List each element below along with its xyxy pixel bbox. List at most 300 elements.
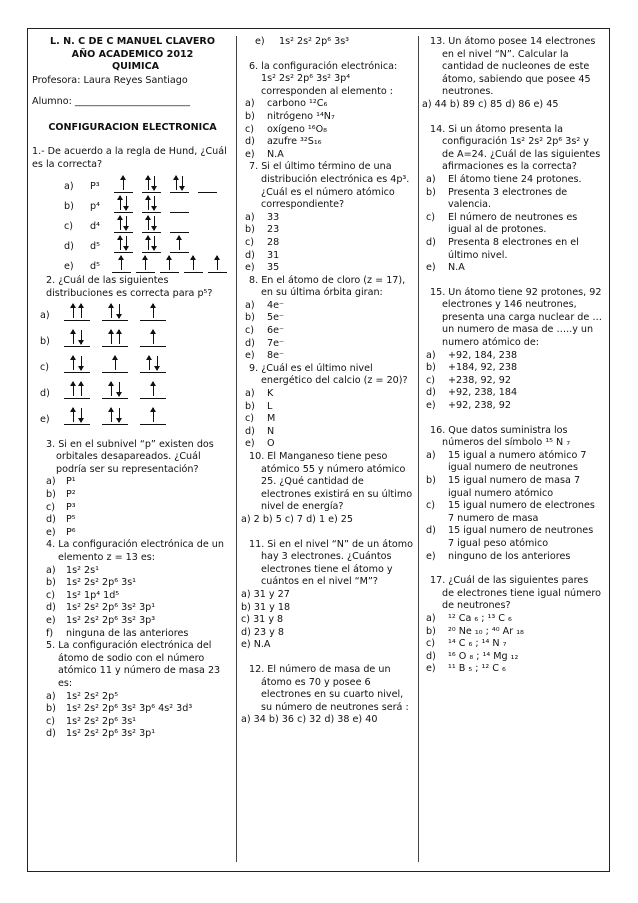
option-text: 1s² 2s² 2p⁶ 3s² 3p³ xyxy=(66,614,156,626)
question-6 xyxy=(241,61,415,162)
up-arrow-icon xyxy=(73,382,74,396)
orbital-slot xyxy=(114,195,133,213)
option-label: c) xyxy=(245,325,255,337)
option-label: e) xyxy=(245,350,255,362)
student-field: Alumno: ________________________ xyxy=(32,96,191,108)
option-text: ¹¹ B ₅ ; ¹² C ₆ xyxy=(448,663,506,675)
option-text: 1s² 2s² 2p⁶ 3s² 3p⁶ 4s² 3d³ xyxy=(66,703,193,715)
option-text: K xyxy=(267,388,274,400)
down-arrow-icon xyxy=(81,330,82,344)
option-item xyxy=(422,362,602,375)
option-label: a) xyxy=(426,349,436,361)
option-item xyxy=(422,262,602,275)
option-item xyxy=(422,350,602,363)
question-4 xyxy=(32,539,233,640)
option-item xyxy=(422,187,602,212)
option-text: 28 xyxy=(267,236,280,248)
orbital-slot xyxy=(160,255,179,273)
option-label: b) xyxy=(64,201,74,213)
question-1 xyxy=(32,146,233,275)
option-text: P³ xyxy=(66,501,76,513)
option-label: c) xyxy=(64,221,74,233)
option-label: b) xyxy=(46,577,56,589)
orbital-slot xyxy=(136,255,155,273)
option-label: a) xyxy=(245,299,255,311)
up-arrow-icon xyxy=(121,256,122,270)
question-15 xyxy=(422,287,602,413)
option-text: P¹ xyxy=(66,476,76,488)
down-arrow-icon xyxy=(119,408,120,422)
orbital-option xyxy=(36,353,233,379)
option-text: +92, 238, 92 xyxy=(448,400,511,412)
option-item xyxy=(422,375,602,388)
option-item xyxy=(422,400,602,413)
up-arrow-icon xyxy=(73,408,74,422)
orbital-option xyxy=(32,235,233,255)
orbital-option xyxy=(36,301,233,327)
option-label: f) xyxy=(46,627,54,639)
down-arrow-icon xyxy=(157,356,158,370)
option-text: +238, 92, 92 xyxy=(448,374,511,386)
option-item xyxy=(241,149,415,162)
option-list xyxy=(46,565,233,641)
option-list xyxy=(46,691,233,741)
option-item xyxy=(241,136,415,149)
option-text: P⁶ xyxy=(66,526,76,538)
option-label: e) xyxy=(40,413,50,425)
option-label: c) xyxy=(46,715,56,727)
option-text: ¹⁶ O ₈ ; ¹⁴ Mg ₁₂ xyxy=(448,650,519,662)
option-item xyxy=(241,111,415,124)
down-arrow-icon xyxy=(154,176,155,190)
down-arrow-icon xyxy=(126,216,127,230)
option-label: b) xyxy=(245,110,255,122)
option-label: d) xyxy=(46,728,56,740)
option-item xyxy=(46,514,233,527)
question-stem: 3. Si en el subnivel “p” existen dos orbitales desapareados. ¿Cuál podría ser su representación? xyxy=(46,438,214,475)
option-label: a) xyxy=(426,449,436,461)
orbital-slot xyxy=(142,215,161,233)
option-text: 1s² 2s¹ xyxy=(66,564,99,576)
up-arrow-icon xyxy=(153,382,154,396)
orbital-slot xyxy=(170,175,189,193)
option-text: d⁵ xyxy=(90,241,100,253)
option-text: N.A xyxy=(448,262,465,274)
option-item xyxy=(46,691,233,704)
option-label: c) xyxy=(46,589,56,601)
option-text: +92, 238, 184 xyxy=(448,387,518,399)
down-arrow-icon xyxy=(81,356,82,370)
question-8 xyxy=(241,275,415,363)
down-arrow-icon xyxy=(154,236,155,250)
answer-row: a) 34 b) 36 c) 32 d) 38 e) 40 xyxy=(241,714,378,726)
option-text: d⁴ xyxy=(90,221,100,233)
option-label: a) xyxy=(426,173,436,185)
up-arrow-icon xyxy=(123,176,124,190)
down-arrow-icon xyxy=(126,236,127,250)
option-item xyxy=(241,250,415,263)
option-item xyxy=(422,475,602,500)
orbital-option xyxy=(32,255,233,275)
up-arrow-icon xyxy=(73,356,74,370)
up-arrow-icon xyxy=(217,256,218,270)
column-1 xyxy=(32,36,233,741)
option-text: 15 igual numero de neutrones 7 igual peso atómico xyxy=(448,525,594,549)
option-text: ¹⁴ C ₆ ; ¹⁴ N ₇ xyxy=(448,638,507,650)
option-text: El átomo tiene 24 protones. xyxy=(448,173,582,185)
option-item xyxy=(422,450,602,475)
orbital-slot xyxy=(140,329,166,347)
option-item xyxy=(46,577,233,590)
answer-row: a) 2 b) 5 c) 7 d) 1 e) 25 xyxy=(241,513,354,525)
question-5 xyxy=(32,640,233,741)
option-label: d) xyxy=(426,387,436,399)
orbital-slot xyxy=(142,235,161,253)
option-item xyxy=(241,401,415,414)
question-stem: 2. ¿Cuál de las siguientes distribuciones es correcta para p⁵? xyxy=(46,275,213,300)
option-item xyxy=(241,300,415,313)
option-item xyxy=(241,325,415,338)
option-text: 5e⁻ xyxy=(267,312,285,324)
option-item xyxy=(241,262,415,275)
orbital-slot xyxy=(208,255,227,273)
up-arrow-icon xyxy=(111,408,112,422)
option-item xyxy=(422,663,602,676)
option-text: 15 igual a numero atómico 7 igual numero de neutrones xyxy=(448,449,587,474)
option-text: P³ xyxy=(90,181,100,193)
option-item xyxy=(422,387,602,400)
up-arrow-icon xyxy=(148,216,149,230)
option-text: ninguna de las anteriores xyxy=(66,627,189,639)
teacher-name: Profesora: Laura Reyes Santiago xyxy=(32,74,188,86)
option-text: carbono ¹²C₆ xyxy=(267,98,328,110)
orbital-slot xyxy=(64,381,90,399)
option-text: P² xyxy=(66,489,76,501)
option-label: b) xyxy=(426,475,436,486)
orbital-option xyxy=(32,175,233,195)
orbital-slot xyxy=(64,303,90,321)
option-label: e) xyxy=(426,262,436,274)
option-list xyxy=(241,300,415,363)
option-item: c) 31 y 8 xyxy=(241,614,284,626)
option-item xyxy=(241,124,415,137)
school-header xyxy=(32,36,233,74)
down-arrow-icon xyxy=(182,176,183,190)
orbital-options xyxy=(36,301,233,431)
option-item xyxy=(46,489,233,502)
option-item xyxy=(241,426,415,439)
column-3 xyxy=(422,36,602,676)
option-text: P⁵ xyxy=(66,514,76,526)
up-arrow-icon xyxy=(153,408,154,422)
option-item xyxy=(46,703,233,716)
question-stem: 7. Si el último término de una distribución electrónica es 4p³. ¿Cuál es el número atómico correspondiente? xyxy=(249,161,410,211)
up-arrow-icon xyxy=(176,176,177,190)
question-stem: 4. La configuración electrónica de un elemento z = 13 es: xyxy=(46,539,224,563)
option-label: d) xyxy=(245,136,255,148)
option-list xyxy=(241,98,415,161)
option-text: El número de neutrones es igual al de protones. xyxy=(448,211,578,236)
option-text: 1s² 2s² 2p⁶ 3s² 3p¹ xyxy=(66,728,156,740)
question-11 xyxy=(241,539,415,652)
option-list xyxy=(241,212,415,275)
option-item xyxy=(422,638,602,651)
school-name: L. N. C DE C MANUEL CLAVERO xyxy=(50,36,215,47)
up-arrow-icon xyxy=(153,330,154,344)
option-label: b) xyxy=(426,186,436,198)
up-arrow-icon xyxy=(148,176,149,190)
question-stem: 6. la configuración electrónica: 1s² 2s² 2p⁶ 3s² 3p⁴ corresponden al elemento : xyxy=(249,60,398,97)
option-item xyxy=(46,527,233,540)
option-text: 1s² 1p⁴ 1d⁵ xyxy=(66,589,120,601)
option-text: 1s² 2s² 2p⁶ 3s² 3p¹ xyxy=(66,602,156,614)
section-title: CONFIGURACION ELECTRONICA xyxy=(48,121,217,133)
up-arrow-icon xyxy=(111,304,112,318)
option-label: c) xyxy=(245,236,255,248)
option-text: azufre ³²S₁₆ xyxy=(267,136,322,148)
option-item xyxy=(422,525,602,550)
option-label: d) xyxy=(64,241,74,253)
up-arrow-icon xyxy=(111,382,112,396)
up-arrow-icon xyxy=(148,236,149,250)
option-text: 1s² 2s² 2p⁶ 3s³ xyxy=(279,36,350,47)
option-label: e) xyxy=(426,400,436,412)
option-item xyxy=(241,388,415,401)
up-arrow-icon xyxy=(120,236,121,250)
option-label: a) xyxy=(46,564,56,576)
question-2 xyxy=(32,275,233,430)
option-label: c) xyxy=(245,123,255,135)
option-text: +92, 184, 238 xyxy=(448,349,518,361)
orbital-option xyxy=(32,215,233,235)
up-arrow-icon xyxy=(73,330,74,344)
orbital-slot xyxy=(184,255,203,273)
orbital-slot xyxy=(102,355,128,373)
option-label: c) xyxy=(40,361,50,373)
orbital-options xyxy=(32,175,233,275)
option-text: nitrógeno ¹⁴N₇ xyxy=(267,110,335,122)
column-divider xyxy=(236,36,237,862)
option-text: 33 xyxy=(267,211,280,223)
option-text: L xyxy=(267,400,273,412)
option-label: b) xyxy=(245,312,255,324)
option-text: 1s² 2s² 2p⁵ xyxy=(66,690,119,702)
question-stem: 12. El número de masa de un átomo es 70 y posee 6 electrones en su cuarto nivel, su número de neutrones será : xyxy=(249,663,409,713)
down-arrow-icon xyxy=(126,196,127,210)
option-item xyxy=(241,413,415,426)
option-list xyxy=(422,450,602,563)
orbital-slot xyxy=(112,255,131,273)
option-label: b) xyxy=(46,489,56,501)
option-label: d) xyxy=(245,249,255,261)
option-text: +184, 92, 238 xyxy=(448,362,518,374)
option-label: e) xyxy=(255,36,265,47)
option-text: 15 igual numero de masa 7 igual numero atómico xyxy=(448,475,581,499)
orbital-slot xyxy=(140,355,166,373)
orbital-option xyxy=(36,379,233,405)
option-label: d) xyxy=(40,387,50,399)
orbital-slot xyxy=(102,329,128,347)
option-label: c) xyxy=(46,501,56,513)
option-item xyxy=(422,212,602,237)
option-label: a) xyxy=(245,98,255,110)
option-item: e) N.A xyxy=(241,639,271,651)
option-item xyxy=(241,350,415,363)
option-list xyxy=(422,174,602,275)
option-text: Presenta 3 electrones de valencia. xyxy=(448,186,568,211)
option-item xyxy=(422,626,602,639)
question-9 xyxy=(241,363,415,451)
option-label: a) xyxy=(46,476,56,488)
question-stem: 11. Si en el nivel “N” de un átomo hay 3 electrones. ¿Cuántos electrones tiene el átomo y cuántos en el nivel “M”? xyxy=(249,538,413,588)
option-item xyxy=(422,174,602,187)
option-text: 1s² 2s² 2p⁶ 3s¹ xyxy=(66,577,137,589)
option-label: e) xyxy=(426,663,436,675)
up-arrow-icon xyxy=(193,256,194,270)
option-item: d) 23 y 8 xyxy=(241,626,284,638)
up-arrow-icon xyxy=(148,196,149,210)
option-label: c) xyxy=(426,500,436,512)
column-divider xyxy=(418,36,419,862)
option-item xyxy=(241,212,415,225)
question-17 xyxy=(422,575,602,676)
orbital-slot xyxy=(140,407,166,425)
orbital-option xyxy=(36,405,233,431)
option-item xyxy=(46,728,233,741)
question-13 xyxy=(422,36,602,112)
orbital-slot xyxy=(140,381,166,399)
option-text: d⁵ xyxy=(90,261,100,273)
option-label: e) xyxy=(245,148,255,160)
option-label: d) xyxy=(46,514,56,526)
question-7 xyxy=(241,161,415,274)
option-label: e) xyxy=(426,550,436,562)
question-stem: 5. La configuración electrónica del átomo de sodio con el número atómico 11 y número de masa 23 es: xyxy=(46,640,221,689)
orbital-slot xyxy=(114,215,133,233)
orbital-slot xyxy=(114,235,133,253)
option-item xyxy=(422,651,602,664)
question-stem: 16. Que datos suministra los números del símbolo ¹⁵ N ₇ xyxy=(430,424,571,449)
orbital-slot xyxy=(64,407,90,425)
option-list xyxy=(422,613,602,676)
option-label: c) xyxy=(426,374,436,386)
option-label: b) xyxy=(426,362,436,374)
up-arrow-icon xyxy=(145,256,146,270)
question-12 xyxy=(241,664,415,727)
orbital-slot xyxy=(142,175,161,193)
option-label: a) xyxy=(46,690,56,702)
option-text: 8e⁻ xyxy=(267,350,285,362)
option-label: a) xyxy=(245,211,255,223)
option-item xyxy=(46,615,233,628)
option-label: b) xyxy=(40,335,50,347)
option-item xyxy=(422,613,602,626)
orbital-option xyxy=(32,195,233,215)
up-arrow-icon xyxy=(81,304,82,318)
option-label: b) xyxy=(46,703,56,715)
orbital-slot xyxy=(170,235,189,253)
orbital-slot xyxy=(102,381,128,399)
question-stem: 13. Un átomo posee 14 electrones en el nivel “N”. Calcular la cantidad de nucleones de este átomo, sabiendo que posee 45 neutrones. xyxy=(430,36,596,98)
option-label: e) xyxy=(46,614,56,626)
question-stem: 17. ¿Cuál de las siguientes pares de electrones tiene igual número de neutrones? xyxy=(430,575,601,612)
orbital-slot xyxy=(114,175,133,193)
question-3 xyxy=(32,439,233,540)
option-item xyxy=(422,237,602,262)
question-stem: 9. ¿Cuál es el último nivel energético del calcio (z = 20)? xyxy=(249,362,408,387)
option-item xyxy=(46,628,233,641)
option-text: N.A xyxy=(267,148,284,160)
option-label: b) xyxy=(245,224,255,236)
up-arrow-icon xyxy=(115,356,116,370)
option-item xyxy=(241,36,415,49)
option-label: c) xyxy=(426,638,436,650)
option-text: ninguno de los anteriores xyxy=(448,550,571,562)
orbital-slot xyxy=(170,215,189,233)
option-text: 23 xyxy=(267,224,280,236)
option-text: oxígeno ¹⁶O₈ xyxy=(267,123,327,135)
option-item xyxy=(46,716,233,729)
option-item xyxy=(422,551,602,564)
question-10 xyxy=(241,451,415,527)
option-list xyxy=(241,388,415,451)
option-label: d) xyxy=(46,602,56,614)
option-text: 7e⁻ xyxy=(267,337,285,349)
option-item xyxy=(241,338,415,351)
option-item xyxy=(46,565,233,578)
question-stem: 14. Si un átomo presenta la configuración 1s² 2s² 2p⁶ 3s² y de A=24. ¿Cuál de las siguientes afirmaciones es la correcta? xyxy=(430,123,601,173)
option-label: a) xyxy=(40,309,50,321)
orbital-slot xyxy=(142,195,161,213)
option-text: ²⁰ Ne ₁₀ ; ⁴⁰ Ar ₁₈ xyxy=(448,625,524,637)
orbital-slot xyxy=(64,329,90,347)
option-label: b) xyxy=(245,400,255,412)
option-label: e) xyxy=(245,438,255,450)
option-label: d) xyxy=(426,650,436,662)
question-stem: 15. Un átomo tiene 92 protones, 92 electrones y 146 neutrones, presenta una carga nuclear de … un numero de masa de …..y un numero atómico de: xyxy=(430,286,602,349)
option-item xyxy=(241,438,415,451)
option-text: Presenta 8 electrones en el último nivel. xyxy=(448,236,579,261)
up-arrow-icon xyxy=(179,236,180,250)
option-label: e) xyxy=(64,261,74,273)
down-arrow-icon xyxy=(154,216,155,230)
option-label: a) xyxy=(245,388,255,400)
subject-title: QUIMICA xyxy=(111,61,160,72)
option-item xyxy=(46,476,233,489)
option-label: d) xyxy=(426,525,436,537)
option-text: M xyxy=(267,413,276,425)
option-item xyxy=(46,590,233,603)
option-text: O xyxy=(267,438,275,450)
option-label: a) xyxy=(64,181,74,193)
option-list xyxy=(422,350,602,413)
question-stem: 8. En el átomo de cloro (z = 17), en su última órbita giran: xyxy=(249,274,406,299)
orbital-slot xyxy=(64,355,90,373)
down-arrow-icon xyxy=(154,196,155,210)
option-item xyxy=(422,500,602,525)
up-arrow-icon xyxy=(111,330,112,344)
option-item xyxy=(241,312,415,325)
up-arrow-icon xyxy=(119,330,120,344)
option-text: 4e⁻ xyxy=(267,299,285,311)
up-arrow-icon xyxy=(120,196,121,210)
option-item xyxy=(241,224,415,237)
academic-year: AÑO ACADEMICO 2012 xyxy=(71,48,194,60)
option-label: d) xyxy=(245,425,255,437)
option-text: 1s² 2s² 2p⁶ 3s¹ xyxy=(66,715,137,727)
down-arrow-icon xyxy=(119,304,120,318)
option-item: b) 31 y 18 xyxy=(241,601,291,613)
